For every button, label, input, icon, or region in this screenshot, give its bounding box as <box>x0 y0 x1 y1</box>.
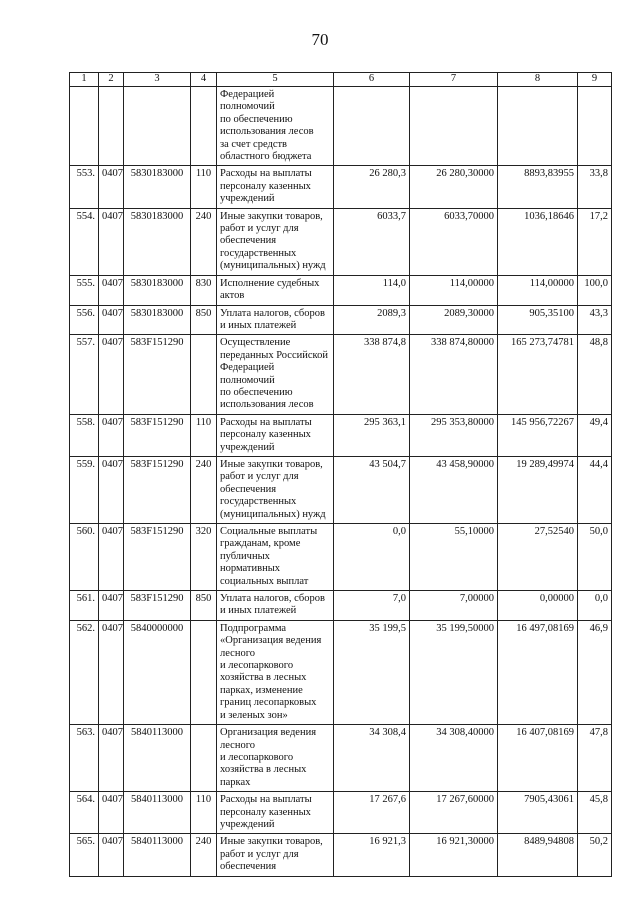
percent-cell: 100,0 <box>578 275 612 305</box>
target-code-cell: 583F151290 <box>124 524 191 591</box>
approved-amount-cell: 0,0 <box>334 524 410 591</box>
executed-amount-cell: 905,35100 <box>498 305 578 335</box>
row-number-cell <box>70 87 99 166</box>
expense-type-cell: 110 <box>191 166 217 208</box>
expense-type-cell: 240 <box>191 834 217 876</box>
expense-type-cell: 320 <box>191 524 217 591</box>
executed-amount-cell: 19 289,49974 <box>498 456 578 523</box>
row-number-cell: 561. <box>70 591 99 621</box>
target-code-cell: 5830183000 <box>124 166 191 208</box>
expense-type-cell <box>191 620 217 724</box>
plan-amount-cell: 34 308,40000 <box>410 725 498 792</box>
target-code-cell: 5830183000 <box>124 208 191 275</box>
row-number-cell: 554. <box>70 208 99 275</box>
expense-type-cell: 850 <box>191 591 217 621</box>
expense-type-cell <box>191 87 217 166</box>
expense-type-cell: 240 <box>191 456 217 523</box>
plan-amount-cell <box>410 87 498 166</box>
expense-type-cell: 830 <box>191 275 217 305</box>
approved-amount-cell <box>334 87 410 166</box>
approved-amount-cell: 338 874,8 <box>334 335 410 414</box>
table-row <box>70 414 612 456</box>
budget-table <box>69 72 612 877</box>
section-code-cell <box>99 87 124 166</box>
row-number-cell: 564. <box>70 792 99 834</box>
table-row <box>70 725 612 792</box>
plan-amount-cell: 35 199,50000 <box>410 620 498 724</box>
row-number-cell: 565. <box>70 834 99 876</box>
item-name-cell: Иные закупки товаров, работ и услуг для обеспечения государственных (муниципальных) нужд <box>217 456 334 523</box>
row-number-cell: 562. <box>70 620 99 724</box>
column-header: 5 <box>217 73 334 87</box>
approved-amount-cell: 17 267,6 <box>334 792 410 834</box>
executed-amount-cell: 27,52540 <box>498 524 578 591</box>
item-name-cell: Иные закупки товаров, работ и услуг для обеспечения <box>217 834 334 876</box>
target-code-cell: 583F151290 <box>124 591 191 621</box>
target-code-cell: 5830183000 <box>124 275 191 305</box>
item-name-cell: Уплата налогов, сборов и иных платежей <box>217 591 334 621</box>
item-name-cell: Уплата налогов, сборов и иных платежей <box>217 305 334 335</box>
executed-amount-cell: 0,00000 <box>498 591 578 621</box>
expense-type-cell: 240 <box>191 208 217 275</box>
section-code-cell: 0407 <box>99 208 124 275</box>
expense-type-cell: 110 <box>191 414 217 456</box>
plan-amount-cell: 338 874,80000 <box>410 335 498 414</box>
plan-amount-cell: 55,10000 <box>410 524 498 591</box>
section-code-cell: 0407 <box>99 792 124 834</box>
section-code-cell: 0407 <box>99 275 124 305</box>
target-code-cell: 583F151290 <box>124 456 191 523</box>
table-row <box>70 335 612 414</box>
plan-amount-cell: 43 458,90000 <box>410 456 498 523</box>
table-row <box>70 208 612 275</box>
plan-amount-cell: 295 353,80000 <box>410 414 498 456</box>
percent-cell: 48,8 <box>578 335 612 414</box>
expense-type-cell <box>191 725 217 792</box>
column-header: 4 <box>191 73 217 87</box>
table-row <box>70 305 612 335</box>
item-name-cell: Расходы на выплаты персоналу казенных учреждений <box>217 792 334 834</box>
item-name-cell: Иные закупки товаров, работ и услуг для обеспечения государственных (муниципальных) нужд <box>217 208 334 275</box>
column-header: 2 <box>99 73 124 87</box>
approved-amount-cell: 295 363,1 <box>334 414 410 456</box>
row-number-cell: 559. <box>70 456 99 523</box>
target-code-cell: 583F151290 <box>124 335 191 414</box>
approved-amount-cell: 43 504,7 <box>334 456 410 523</box>
section-code-cell: 0407 <box>99 335 124 414</box>
percent-cell: 17,2 <box>578 208 612 275</box>
expense-type-cell: 850 <box>191 305 217 335</box>
approved-amount-cell: 34 308,4 <box>334 725 410 792</box>
target-code-cell: 583F151290 <box>124 414 191 456</box>
header-row <box>70 73 612 87</box>
section-code-cell: 0407 <box>99 166 124 208</box>
percent-cell <box>578 87 612 166</box>
percent-cell: 50,0 <box>578 524 612 591</box>
column-header: 8 <box>498 73 578 87</box>
executed-amount-cell: 165 273,74781 <box>498 335 578 414</box>
percent-cell: 46,9 <box>578 620 612 724</box>
column-header: 7 <box>410 73 498 87</box>
section-code-cell: 0407 <box>99 305 124 335</box>
item-name-cell: Социальные выплаты гражданам, кроме публичных нормативных социальных выплат <box>217 524 334 591</box>
table-row <box>70 166 612 208</box>
column-header: 9 <box>578 73 612 87</box>
expense-type-cell: 110 <box>191 792 217 834</box>
plan-amount-cell: 6033,70000 <box>410 208 498 275</box>
row-number-cell: 558. <box>70 414 99 456</box>
item-name-cell: Расходы на выплаты персоналу казенных учреждений <box>217 414 334 456</box>
section-code-cell: 0407 <box>99 456 124 523</box>
target-code-cell: 5840113000 <box>124 792 191 834</box>
executed-amount-cell: 145 956,72267 <box>498 414 578 456</box>
section-code-cell: 0407 <box>99 524 124 591</box>
plan-amount-cell: 16 921,30000 <box>410 834 498 876</box>
executed-amount-cell: 8893,83955 <box>498 166 578 208</box>
row-number-cell: 560. <box>70 524 99 591</box>
approved-amount-cell: 16 921,3 <box>334 834 410 876</box>
item-name-cell: Исполнение судебных актов <box>217 275 334 305</box>
executed-amount-cell: 114,00000 <box>498 275 578 305</box>
plan-amount-cell: 17 267,60000 <box>410 792 498 834</box>
item-name-cell: Подпрограмма «Организация ведения лесного и лесопаркового хозяйства в лесных парках, изменение границ лесопарковых и зеленых зон» <box>217 620 334 724</box>
section-code-cell: 0407 <box>99 591 124 621</box>
plan-amount-cell: 114,00000 <box>410 275 498 305</box>
percent-cell: 0,0 <box>578 591 612 621</box>
executed-amount-cell <box>498 87 578 166</box>
plan-amount-cell: 7,00000 <box>410 591 498 621</box>
item-name-cell: Федерацией полномочий по обеспечению использования лесов за счет средств областного бюджета <box>217 87 334 166</box>
approved-amount-cell: 6033,7 <box>334 208 410 275</box>
target-code-cell: 5830183000 <box>124 305 191 335</box>
column-header: 3 <box>124 73 191 87</box>
executed-amount-cell: 16 407,08169 <box>498 725 578 792</box>
table-row <box>70 87 612 166</box>
column-header: 1 <box>70 73 99 87</box>
executed-amount-cell: 1036,18646 <box>498 208 578 275</box>
row-number-cell: 563. <box>70 725 99 792</box>
plan-amount-cell: 2089,30000 <box>410 305 498 335</box>
section-code-cell: 0407 <box>99 834 124 876</box>
plan-amount-cell: 26 280,30000 <box>410 166 498 208</box>
item-name-cell: Расходы на выплаты персоналу казенных учреждений <box>217 166 334 208</box>
table-row <box>70 591 612 621</box>
percent-cell: 50,2 <box>578 834 612 876</box>
section-code-cell: 0407 <box>99 620 124 724</box>
percent-cell: 44,4 <box>578 456 612 523</box>
section-code-cell: 0407 <box>99 725 124 792</box>
approved-amount-cell: 2089,3 <box>334 305 410 335</box>
percent-cell: 43,3 <box>578 305 612 335</box>
percent-cell: 49,4 <box>578 414 612 456</box>
section-code-cell: 0407 <box>99 414 124 456</box>
table-row <box>70 456 612 523</box>
expense-type-cell <box>191 335 217 414</box>
row-number-cell: 557. <box>70 335 99 414</box>
page-number: 70 <box>311 30 329 49</box>
percent-cell: 47,8 <box>578 725 612 792</box>
target-code-cell: 5840113000 <box>124 834 191 876</box>
table-row <box>70 834 612 876</box>
target-code-cell <box>124 87 191 166</box>
approved-amount-cell: 26 280,3 <box>334 166 410 208</box>
table-body <box>70 87 612 877</box>
item-name-cell: Организация ведения лесного и лесопаркового хозяйства в лесных парках <box>217 725 334 792</box>
percent-cell: 33,8 <box>578 166 612 208</box>
approved-amount-cell: 114,0 <box>334 275 410 305</box>
table-row <box>70 792 612 834</box>
target-code-cell: 5840000000 <box>124 620 191 724</box>
executed-amount-cell: 8489,94808 <box>498 834 578 876</box>
row-number-cell: 555. <box>70 275 99 305</box>
row-number-cell: 553. <box>70 166 99 208</box>
approved-amount-cell: 7,0 <box>334 591 410 621</box>
table-row <box>70 275 612 305</box>
table-row <box>70 620 612 724</box>
executed-amount-cell: 16 497,08169 <box>498 620 578 724</box>
target-code-cell: 5840113000 <box>124 725 191 792</box>
row-number-cell: 556. <box>70 305 99 335</box>
executed-amount-cell: 7905,43061 <box>498 792 578 834</box>
percent-cell: 45,8 <box>578 792 612 834</box>
approved-amount-cell: 35 199,5 <box>334 620 410 724</box>
table-row <box>70 524 612 591</box>
item-name-cell: Осуществление переданных Российской Федерацией полномочий по обеспечению использования лесов <box>217 335 334 414</box>
column-header: 6 <box>334 73 410 87</box>
